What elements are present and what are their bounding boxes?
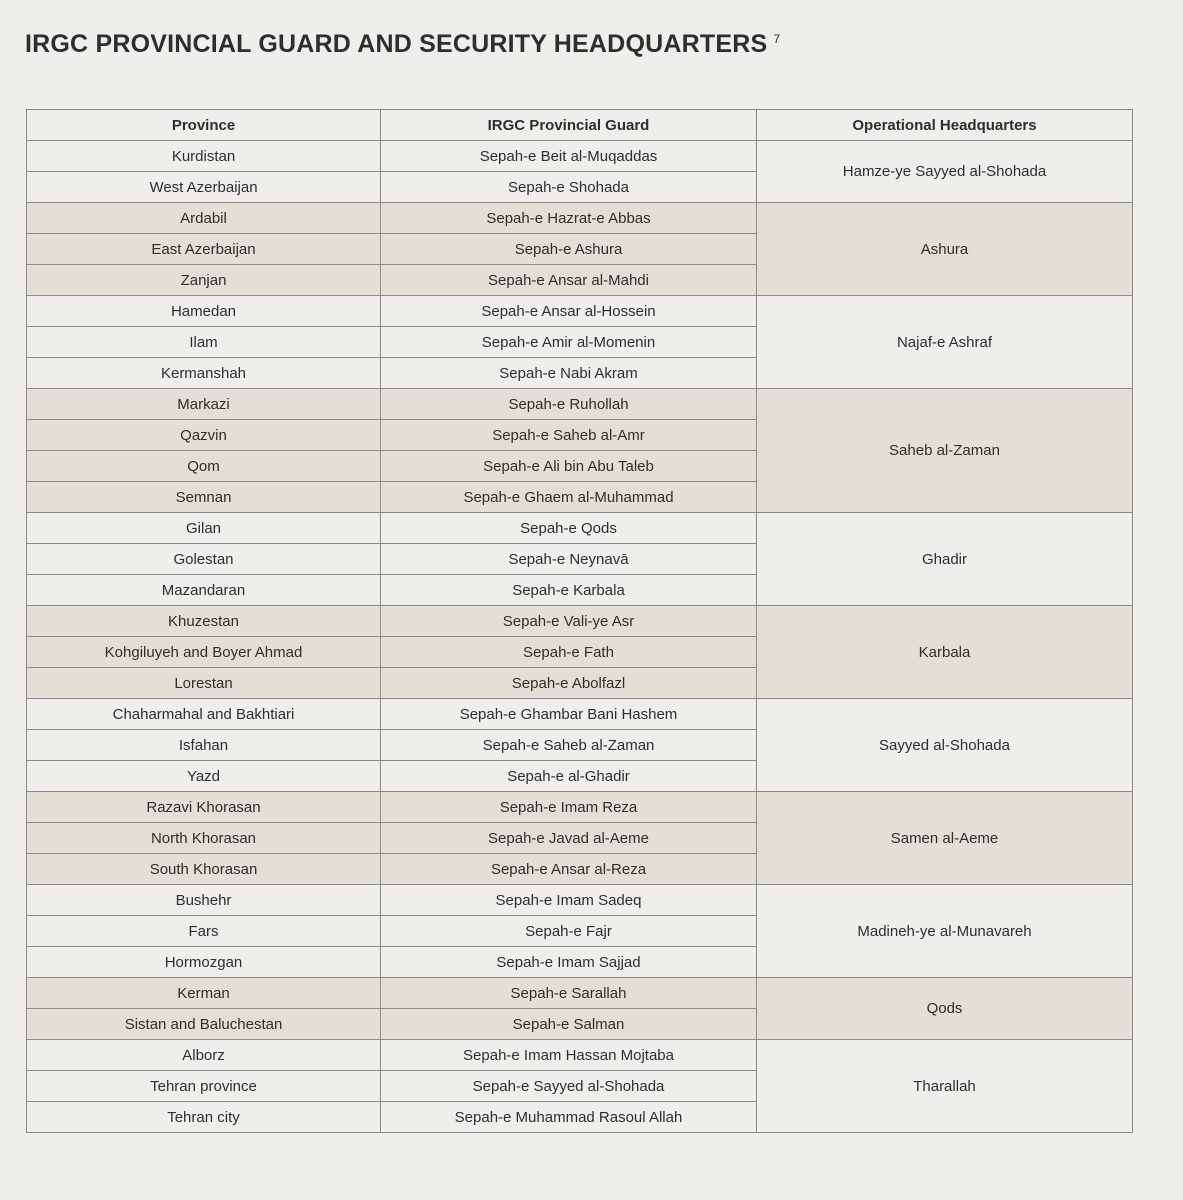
province-cell: Alborz: [27, 1040, 381, 1071]
provincial-guard-cell: Sepah-e Ruhollah: [381, 389, 757, 420]
provincial-guard-cell: Sepah-e Ghambar Bani Hashem: [381, 699, 757, 730]
table-row: [27, 978, 1133, 1009]
provincial-guard-cell: Sepah-e Imam Hassan Mojtaba: [381, 1040, 757, 1071]
provincial-guard-cell: Sepah-e Saheb al-Zaman: [381, 730, 757, 761]
operational-headquarters-cell: Hamze-ye Sayyed al-Shohada: [757, 141, 1133, 203]
province-cell: North Khorasan: [27, 823, 381, 854]
province-cell: Khuzestan: [27, 606, 381, 637]
province-cell: Fars: [27, 916, 381, 947]
provincial-guard-cell: Sepah-e Nabi Akram: [381, 358, 757, 389]
provincial-guard-cell: Sepah-e Fajr: [381, 916, 757, 947]
table-row: [27, 606, 1133, 637]
table-row: [27, 699, 1133, 730]
table-row: [27, 1040, 1133, 1071]
province-cell: West Azerbaijan: [27, 172, 381, 203]
provincial-guard-cell: Sepah-e Muhammad Rasoul Allah: [381, 1102, 757, 1133]
provincial-guard-cell: Sepah-e al-Ghadir: [381, 761, 757, 792]
footnote-marker: 7: [773, 32, 781, 46]
table-row: [27, 792, 1133, 823]
provincial-guard-cell: Sepah-e Hazrat-e Abbas: [381, 203, 757, 234]
provincial-guard-cell: Sepah-e Ansar al-Hossein: [381, 296, 757, 327]
province-cell: Golestan: [27, 544, 381, 575]
provincial-guard-cell: Sepah-e Ashura: [381, 234, 757, 265]
operational-headquarters-cell: Ghadir: [757, 513, 1133, 606]
province-cell: Kurdistan: [27, 141, 381, 172]
provincial-guard-cell: Sepah-e Saheb al-Amr: [381, 420, 757, 451]
provincial-guard-cell: Sepah-e Karbala: [381, 575, 757, 606]
province-cell: Tehran province: [27, 1071, 381, 1102]
province-cell: Razavi Khorasan: [27, 792, 381, 823]
provincial-guard-cell: Sepah-e Ansar al-Mahdi: [381, 265, 757, 296]
province-cell: Ilam: [27, 327, 381, 358]
operational-headquarters-cell: Tharallah: [757, 1040, 1133, 1133]
table-row: [27, 389, 1133, 420]
provincial-guard-cell: Sepah-e Ali bin Abu Taleb: [381, 451, 757, 482]
province-cell: Kerman: [27, 978, 381, 1009]
table-row: [27, 296, 1133, 327]
province-cell: Isfahan: [27, 730, 381, 761]
province-cell: Mazandaran: [27, 575, 381, 606]
provincial-guard-cell: Sepah-e Shohada: [381, 172, 757, 203]
province-cell: Qom: [27, 451, 381, 482]
provincial-guard-cell: Sepah-e Neynavā: [381, 544, 757, 575]
page-title-text: IRGC PROVINCIAL GUARD AND SECURITY HEADQUARTERS: [25, 30, 768, 58]
province-cell: Bushehr: [27, 885, 381, 916]
provincial-guard-cell: Sepah-e Ansar al-Reza: [381, 854, 757, 885]
table-body: [27, 141, 1133, 1133]
provincial-guard-cell: Sepah-e Beit al-Muqaddas: [381, 141, 757, 172]
province-cell: Hamedan: [27, 296, 381, 327]
province-cell: Qazvin: [27, 420, 381, 451]
table-row: [27, 203, 1133, 234]
provincial-guard-cell: Sepah-e Sarallah: [381, 978, 757, 1009]
province-cell: Sistan and Baluchestan: [27, 1009, 381, 1040]
province-cell: East Azerbaijan: [27, 234, 381, 265]
province-cell: Zanjan: [27, 265, 381, 296]
column-header-provincial-guard: IRGC Provincial Guard: [381, 110, 757, 141]
table-header-row: [27, 110, 1133, 141]
operational-headquarters-cell: Ashura: [757, 203, 1133, 296]
province-cell: Gilan: [27, 513, 381, 544]
provincial-guard-cell: Sepah-e Amir al-Momenin: [381, 327, 757, 358]
provincial-guard-cell: Sepah-e Javad al-Aeme: [381, 823, 757, 854]
provincial-guard-cell: Sepah-e Ghaem al-Muhammad: [381, 482, 757, 513]
province-cell: Semnan: [27, 482, 381, 513]
table-row: [27, 885, 1133, 916]
provincial-guard-cell: Sepah-e Sayyed al-Shohada: [381, 1071, 757, 1102]
operational-headquarters-cell: Najaf-e Ashraf: [757, 296, 1133, 389]
operational-headquarters-cell: Madineh-ye al-Munavareh: [757, 885, 1133, 978]
table-row: [27, 141, 1133, 172]
column-header-operational-headquarters: Operational Headquarters: [757, 110, 1133, 141]
operational-headquarters-cell: Samen al-Aeme: [757, 792, 1133, 885]
column-header-province: Province: [27, 110, 381, 141]
provincial-guard-cell: Sepah-e Imam Sadeq: [381, 885, 757, 916]
province-cell: Ardabil: [27, 203, 381, 234]
province-cell: South Khorasan: [27, 854, 381, 885]
province-cell: Lorestan: [27, 668, 381, 699]
provincial-guard-cell: Sepah-e Qods: [381, 513, 757, 544]
operational-headquarters-cell: Sayyed al-Shohada: [757, 699, 1133, 792]
page-title: [25, 30, 780, 59]
province-cell: Yazd: [27, 761, 381, 792]
province-cell: Chaharmahal and Bakhtiari: [27, 699, 381, 730]
provincial-guard-cell: Sepah-e Salman: [381, 1009, 757, 1040]
headquarters-table: [26, 109, 1133, 1133]
provincial-guard-cell: Sepah-e Imam Reza: [381, 792, 757, 823]
operational-headquarters-cell: Qods: [757, 978, 1133, 1040]
provincial-guard-cell: Sepah-e Abolfazl: [381, 668, 757, 699]
provincial-guard-cell: Sepah-e Imam Sajjad: [381, 947, 757, 978]
province-cell: Hormozgan: [27, 947, 381, 978]
provincial-guard-cell: Sepah-e Vali-ye Asr: [381, 606, 757, 637]
province-cell: Tehran city: [27, 1102, 381, 1133]
table-row: [27, 513, 1133, 544]
province-cell: Markazi: [27, 389, 381, 420]
province-cell: Kermanshah: [27, 358, 381, 389]
provincial-guard-cell: Sepah-e Fath: [381, 637, 757, 668]
province-cell: Kohgiluyeh and Boyer Ahmad: [27, 637, 381, 668]
operational-headquarters-cell: Karbala: [757, 606, 1133, 699]
operational-headquarters-cell: Saheb al-Zaman: [757, 389, 1133, 513]
